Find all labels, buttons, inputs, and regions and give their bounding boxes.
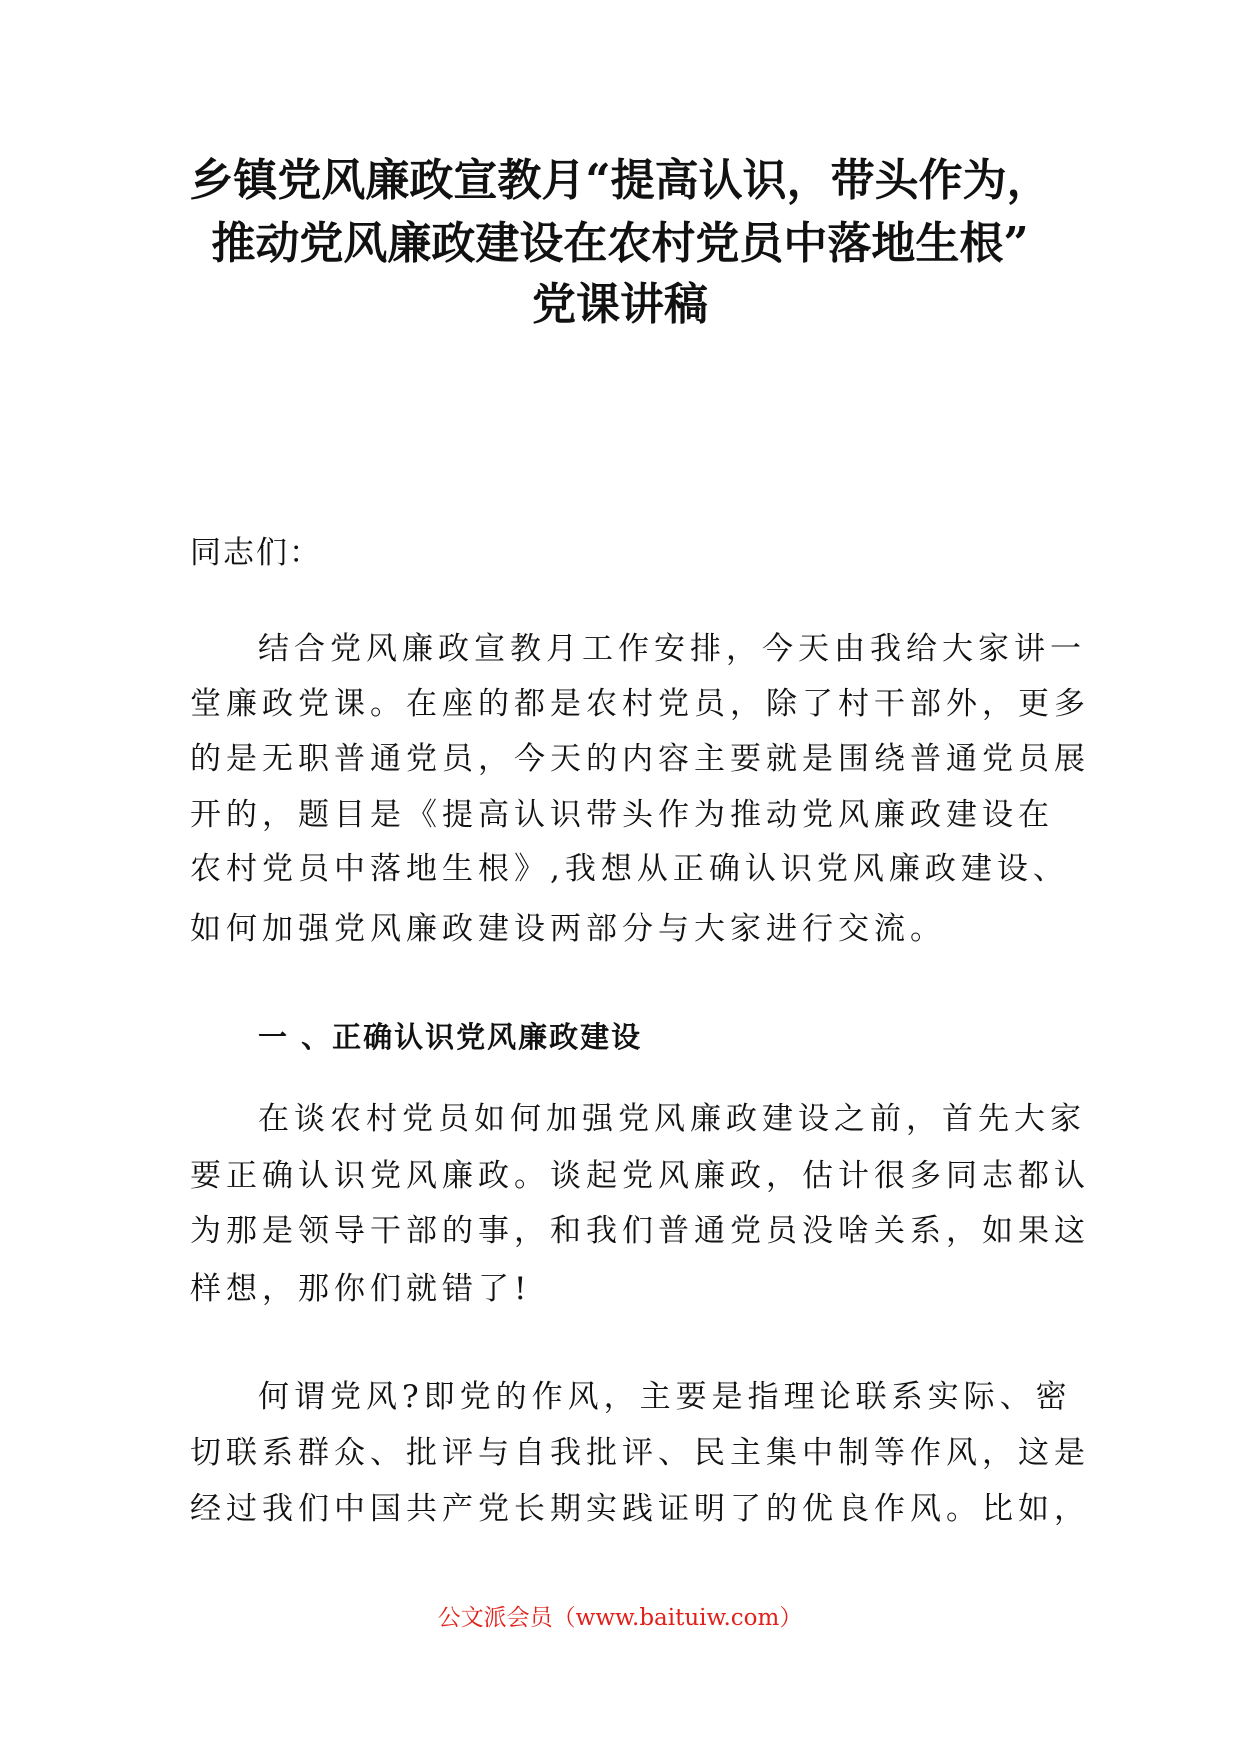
paragraph-1-line-2: 堂廉政党课。在座的都是农村党员，除了村干部外，更多 <box>190 686 1090 722</box>
paragraph-2-line-3: 为那是领导干部的事，和我们普通党员没啥关系，如果这 <box>190 1213 1090 1249</box>
paragraph-1-line-4: 开的，题目是《提高认识带头作为推动党风廉政建设在 <box>190 797 1054 833</box>
paragraph-1-line-3: 的是无职普通党员，今天的内容主要就是围绕普通党员展 <box>190 741 1090 777</box>
section-heading: 一 、正确认识党风廉政建设 <box>258 1020 643 1054</box>
document-title-line-3: 党课讲稿 <box>532 279 708 330</box>
salutation: 同志们： <box>190 535 322 571</box>
paragraph-1-line-5: 农村党员中落地生根》,我想从正确认识党风廉政建设、 <box>190 851 1069 887</box>
paragraph-3-line-2: 切联系群众、批评与自我批评、民主集中制等作风，这是 <box>190 1435 1090 1471</box>
document-title-line-1: 乡镇党风廉政宣教月“提高认识，带头作为， <box>189 155 1051 206</box>
paragraph-2-line-1: 在谈农村党员如何加强党风廉政建设之前，首先大家 <box>258 1101 1086 1137</box>
paragraph-3-line-3: 经过我们中国共产党长期实践证明了的优良作风。比如， <box>190 1491 1090 1527</box>
paragraph-1-line-1: 结合党风廉政宣教月工作安排，今天由我给大家讲一 <box>258 631 1086 667</box>
paragraph-1-line-6: 如何加强党风廉政建设两部分与大家进行交流。 <box>190 911 946 947</box>
paragraph-2-line-2: 要正确认识党风廉政。谈起党风廉政，估计很多同志都认 <box>190 1158 1090 1194</box>
footer-watermark: 公文派会员（www.baituiw.com） <box>437 1605 803 1631</box>
paragraph-3-line-1: 何谓党风?即党的作风，主要是指理论联系实际、密 <box>258 1379 1072 1415</box>
paragraph-2-line-4: 样想，那你们就错了! <box>190 1271 532 1307</box>
document-title-line-2: 推动党风廉政建设在农村党员中落地生根” <box>211 218 1029 269</box>
